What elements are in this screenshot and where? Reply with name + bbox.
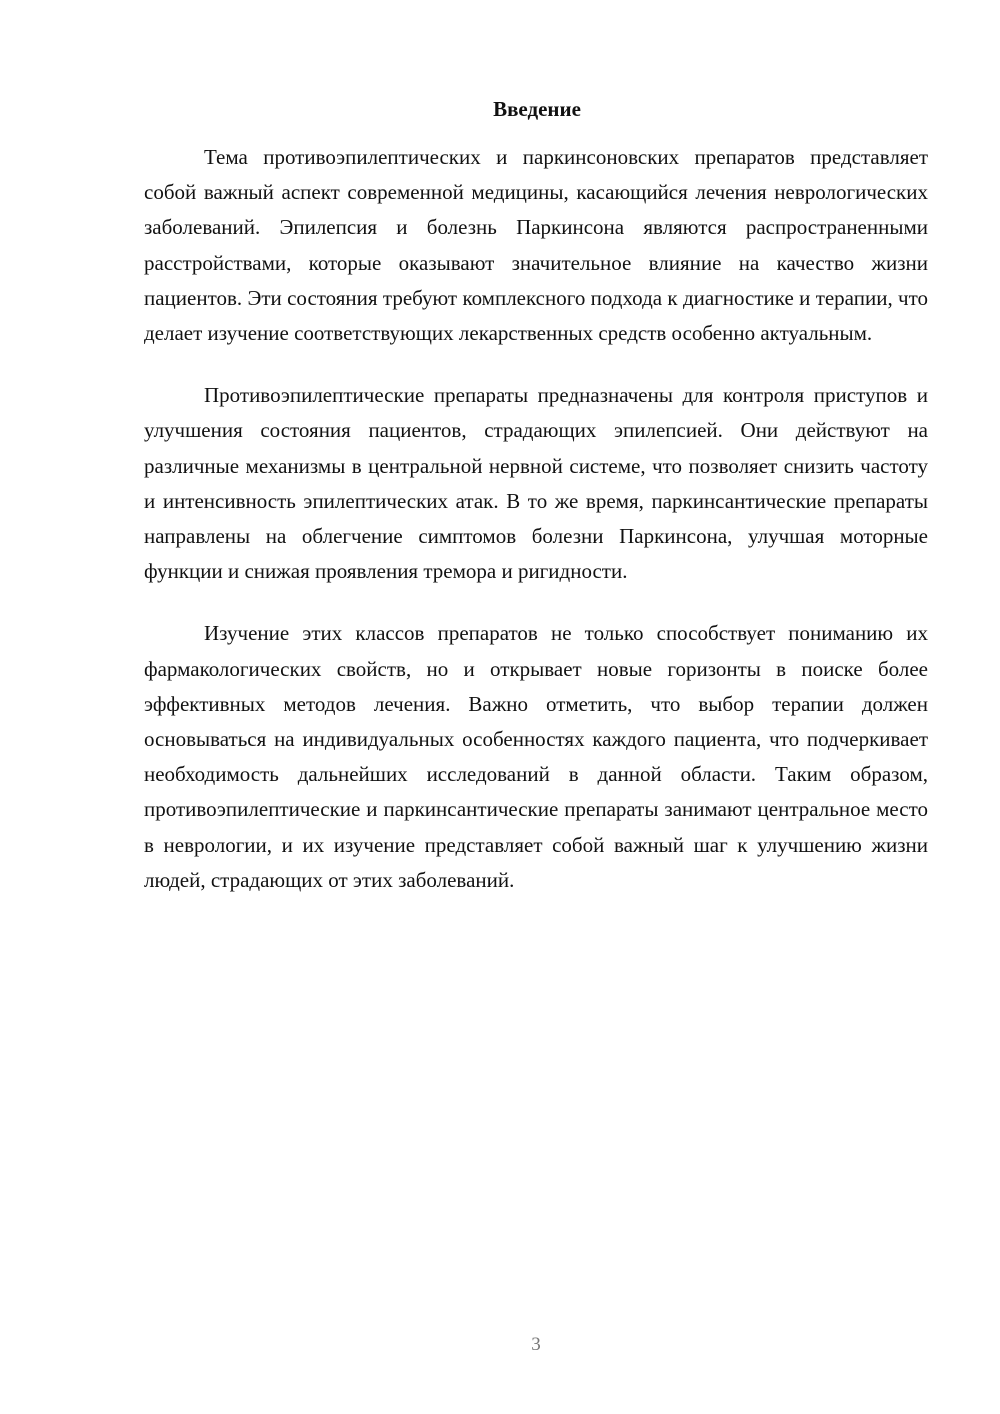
paragraph-2: Противоэпилептические препараты предназначены для контроля приступов и улучшения состояния пациентов, страдающих эпилепсией. Они действуют на различные механизмы в центральной нервной системе, что позволяет снизить частоту и интенсивность эпилептических атак. В то же время, паркинсантические препараты направлены на облегчение симптомов болезни Паркинсона, улучшая моторные функции и снижая проявления тремора и ригидности. [144,383,928,584]
document-body [144,94,928,925]
paragraph-3: Изучение этих классов препаратов не только способствует пониманию их фармакологических свойств, но и открывает новые горизонты в поиске более эффективных методов лечения. Важно отметить, что выбор терапии должен основываться на индивидуальных особенностях каждого пациента, что подчеркивает необходимость дальнейших исследований в данной области. Таким образом, противоэпилептические и паркинсантические препараты занимают центральное место в неврологии, и их изучение представляет собой важный шаг к улучшению жизни людей, страдающих от этих заболеваний. [144,621,928,892]
section-heading: Введение [493,97,581,121]
paragraph-1: Тема противоэпилептических и паркинсоновских препаратов представляет собой важный аспект современной медицины, касающийся лечения неврологических заболеваний. Эпилепсия и болезнь Паркинсона являются распространенными расстройствами, которые оказывают значительное влияние на качество жизни пациентов. Эти состояния требуют комплексного подхода к диагностике и терапии, что делает изучение соответствующих лекарственных средств особенно актуальным. [144,145,928,346]
page-number: 3 [531,1334,541,1355]
